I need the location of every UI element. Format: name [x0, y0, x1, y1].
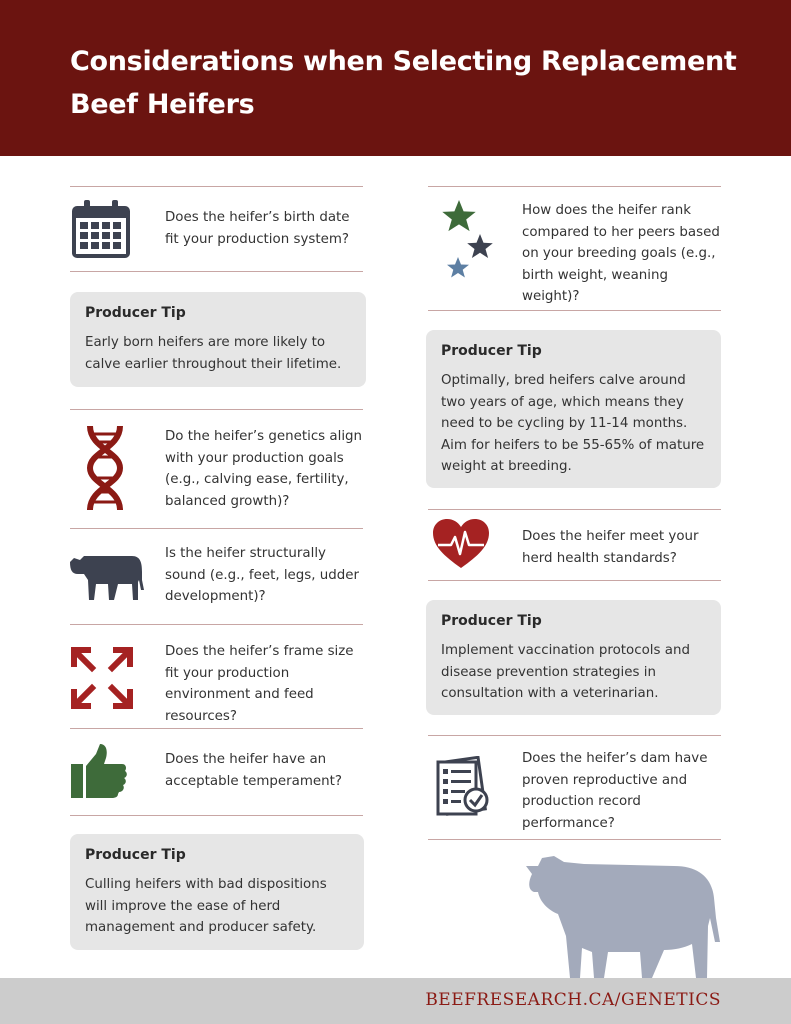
cow-icon	[68, 550, 146, 602]
stars-icon	[438, 197, 498, 283]
tip-title: Producer Tip	[85, 847, 186, 863]
question-genetics: Do the heifer’s genetics align with your production goals (e.g., calving ease, fertility, balanced growth)?	[165, 429, 363, 509]
question-birth-date: Does the heifer’s birth date fit your production system?	[165, 210, 350, 247]
producer-tip-card	[70, 834, 364, 950]
producer-tip-card	[70, 292, 366, 387]
question-peer-rank: How does the heifer rank compared to her peers based on your breeding goals (e.g., birth weight, weaning weight)?	[522, 203, 720, 304]
thumbs-up-icon	[70, 742, 128, 800]
tip-body: Culling heifers with bad dispositions will improve the ease of herd management and producer safety.	[85, 877, 327, 935]
divider	[70, 186, 363, 187]
tip-body: Early born heifers are more likely to calve earlier throughout their lifetime.	[85, 335, 342, 372]
page-title: Considerations when Selecting Replacement Beef Heifers	[70, 46, 737, 120]
divider	[428, 839, 721, 840]
producer-tip-card	[426, 330, 721, 488]
header-banner	[0, 0, 791, 156]
tip-title: Producer Tip	[441, 613, 542, 629]
divider	[70, 271, 363, 272]
divider	[428, 310, 721, 311]
divider	[70, 528, 363, 529]
footer-bar	[0, 978, 791, 1024]
divider	[70, 815, 363, 816]
question-temperament: Does the heifer have an acceptable temperament?	[165, 752, 342, 789]
heart-pulse-icon	[432, 518, 490, 570]
calendar-icon	[70, 198, 132, 260]
tip-title: Producer Tip	[441, 343, 542, 359]
dna-icon	[82, 424, 128, 512]
divider	[428, 509, 721, 510]
divider	[428, 580, 721, 581]
question-frame-size: Does the heifer’s frame size fit your production environment and feed resources?	[165, 644, 354, 724]
question-herd-health: Does the heifer meet your herd health standards?	[522, 529, 699, 566]
divider	[428, 735, 721, 736]
checklist-document-icon	[430, 756, 492, 818]
cow-silhouette-icon	[524, 852, 724, 980]
tip-title: Producer Tip	[85, 305, 186, 321]
divider	[70, 624, 363, 625]
question-structure: Is the heifer structurally sound (e.g., feet, legs, udder development)?	[165, 546, 360, 604]
question-dam-record: Does the heifer’s dam have proven reproductive and production record performance?	[522, 751, 708, 831]
divider	[428, 186, 721, 187]
producer-tip-card	[426, 600, 721, 715]
tip-body: Implement vaccination protocols and disease prevention strategies in consultation with a veterinarian.	[441, 643, 690, 701]
divider	[70, 409, 363, 410]
tip-body: Optimally, bred heifers calve around two years of age, which means they need to be cycling by 11-14 months. Aim for heifers to be 55-65% of mature weight at breeding.	[441, 373, 705, 474]
expand-arrows-icon	[70, 646, 134, 710]
divider	[70, 728, 363, 729]
footer-website-link[interactable]: BEEFRESEARCH.CA/GENETICS	[425, 990, 721, 1010]
